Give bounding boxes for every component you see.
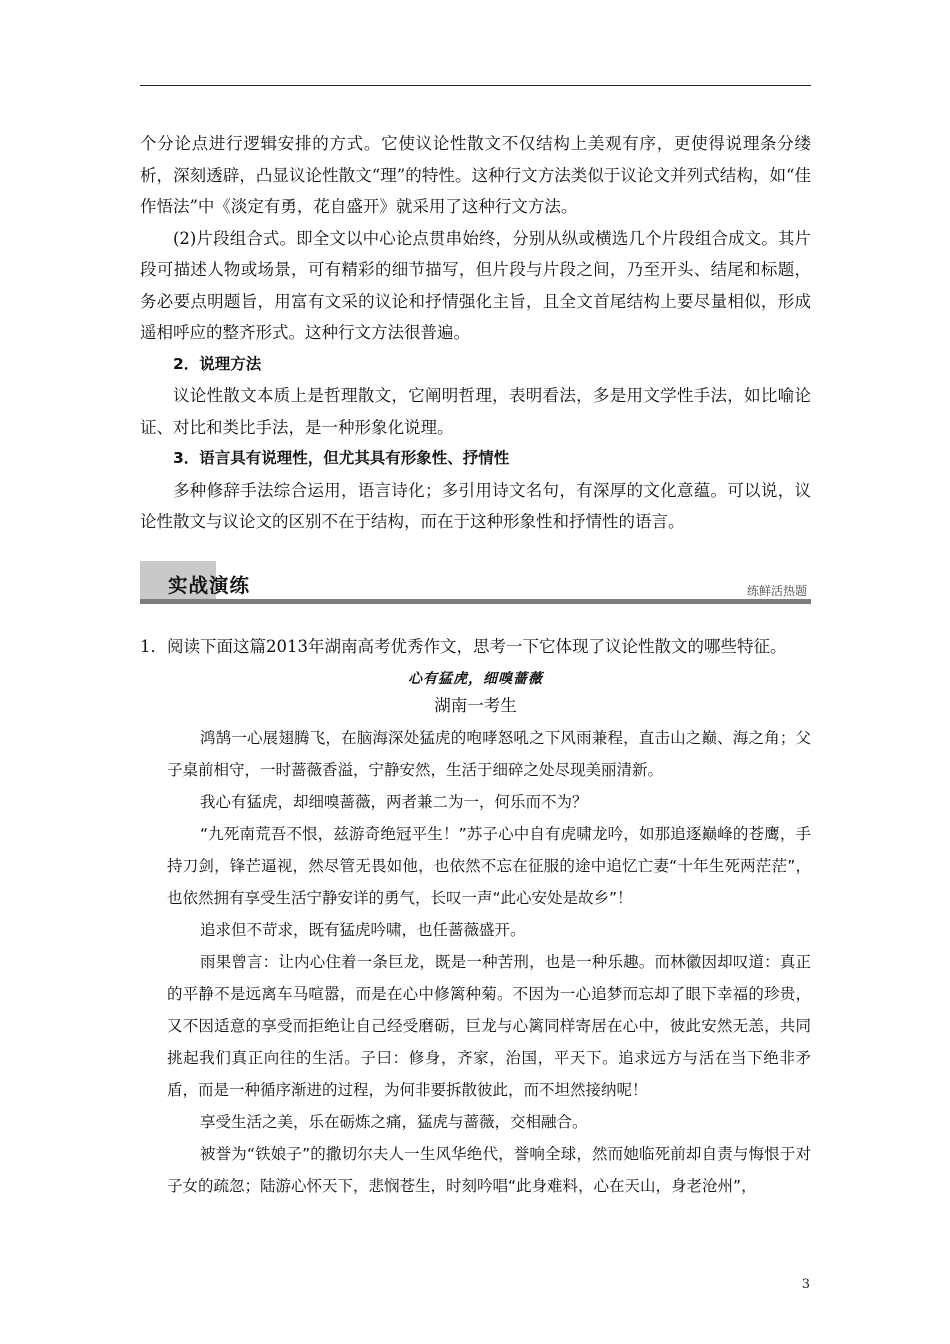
essay-paragraph: 我心有猛虎，却细嗅蔷薇，两者兼二为一，何乐而不为？ bbox=[200, 793, 588, 811]
essay-body bbox=[140, 722, 811, 1202]
banner-bar bbox=[140, 599, 811, 604]
essay-paragraph: 雨果曾言：让内心住着一条巨龙，既是一种苦刑，也是一种乐趣。而林徽因却叹道：真正的平静不是远离车马喧嚣，而是在心中修篱种菊。不因为一心追梦而忘却了眼下幸福的珍贵，又不因适意的享受而拒绝让自己经受磨砺，巨龙与心篱同样寄居在心中，彼此安然无恙，共同挑起我们真正向往的生活。子曰：修身，齐家，治国，平天下。追求远方与活在当下绝非矛盾，而是一种循序渐进的过程，为何非要拆散彼此，而不坦然接纳呢！ bbox=[167, 953, 811, 1099]
essay-paragraph: 享受生活之美，乐在砺炼之痛，猛虎与蔷薇，交相融合。 bbox=[200, 1113, 588, 1131]
essay-paragraph: 追求但不苛求，既有猛虎吟啸，也任蔷薇盛开。 bbox=[200, 921, 526, 939]
header-rule bbox=[140, 85, 811, 86]
heading-2: 2．说理方法 bbox=[173, 354, 262, 373]
essay-paragraph: “九死南荒吾不恨，兹游奇绝冠平生！”苏子心中自有虎啸龙吟，如那追逐巅峰的苍鹰，手持刀剑，锋芒逼视，然尽管无畏如他，也依然不忘在征服的途中追忆亡妻“十年生死两茫茫”，也依然拥有享受生活宁静安详的勇气，长叹一声“此心安处是故乡”！ bbox=[167, 825, 811, 907]
essay-paragraph: 被誉为“铁娘子”的撒切尔夫人一生风华绝代，誉响全球，然而她临死前却自责与悔恨于对子女的疏忽；陆游心怀天下，悲悯苍生，时刻吟唱“此身难料，心在天山，身老沧州”， bbox=[167, 1145, 811, 1195]
essay-paragraph: 鸿鹄一心展翅腾飞，在脑海深处猛虎的咆哮怒吼之下风雨兼程，直击山之巅、海之角；父子桌前相守，一时蔷薇香溢，宁静安然，生活于细碎之处尽现美丽清新。 bbox=[167, 729, 811, 779]
essay-title: 心有猛虎，细嗅蔷薇 bbox=[408, 671, 543, 687]
banner-title: 实战演练 bbox=[168, 574, 251, 597]
heading-3: 3．语言具有说理性，但尤其具有形象性、抒情性 bbox=[173, 449, 510, 467]
section-body bbox=[140, 128, 811, 538]
essay-author: 湖南一考生 bbox=[434, 696, 517, 715]
banner-tag: 练鲜活热题 bbox=[746, 584, 807, 598]
paragraph-2: (2)片段组合式。即全文以中心论点贯串始终，分别从纵或横选几个片段组合成文。其片段可描述人物或场景，可有精彩的细节描写，但片段与片段之间，乃至开头、结尾和标题，务必要点明题旨，用富有文采的议论和抒情强化主旨，且全文首尾结构上要尽量相似，形成遥相呼应的整齐形式。这种行文方法很普遍。 bbox=[140, 228, 811, 342]
page-number: 3 bbox=[801, 1277, 810, 1292]
paragraph-4: 多种修辞手法综合运用，语言诗化；多引用诗文名句，有深厚的文化意蕴。可以说，议论性散文与议论文的区别不在于结构，而在于这种形象性和抒情性的语言。 bbox=[140, 480, 811, 531]
paragraph-3: 议论性散文本质上是哲理散文，它阐明哲理，表明看法，多是用文学性手法，如比喻论证、对比和类比手法，是一种形象化说理。 bbox=[140, 386, 811, 437]
paragraph-1: 个分论点进行逻辑安排的方式。它使议论性散文不仅结构上美观有序，更使得说理条分缕析，深刻透辟，凸显议论性散文“理”的特性。这种行文方法类似于议论文并列式结构，如“佳作悟法”中《淡定有勇，花自盛开》就采用了这种行文方法。 bbox=[140, 134, 811, 216]
exercise-section bbox=[140, 632, 811, 1202]
exercise-question: 1．阅读下面这篇2013年湖南高考优秀作文，思考一下它体现了议论性散文的哪些特征。 bbox=[140, 637, 787, 656]
section-banner bbox=[140, 561, 811, 606]
